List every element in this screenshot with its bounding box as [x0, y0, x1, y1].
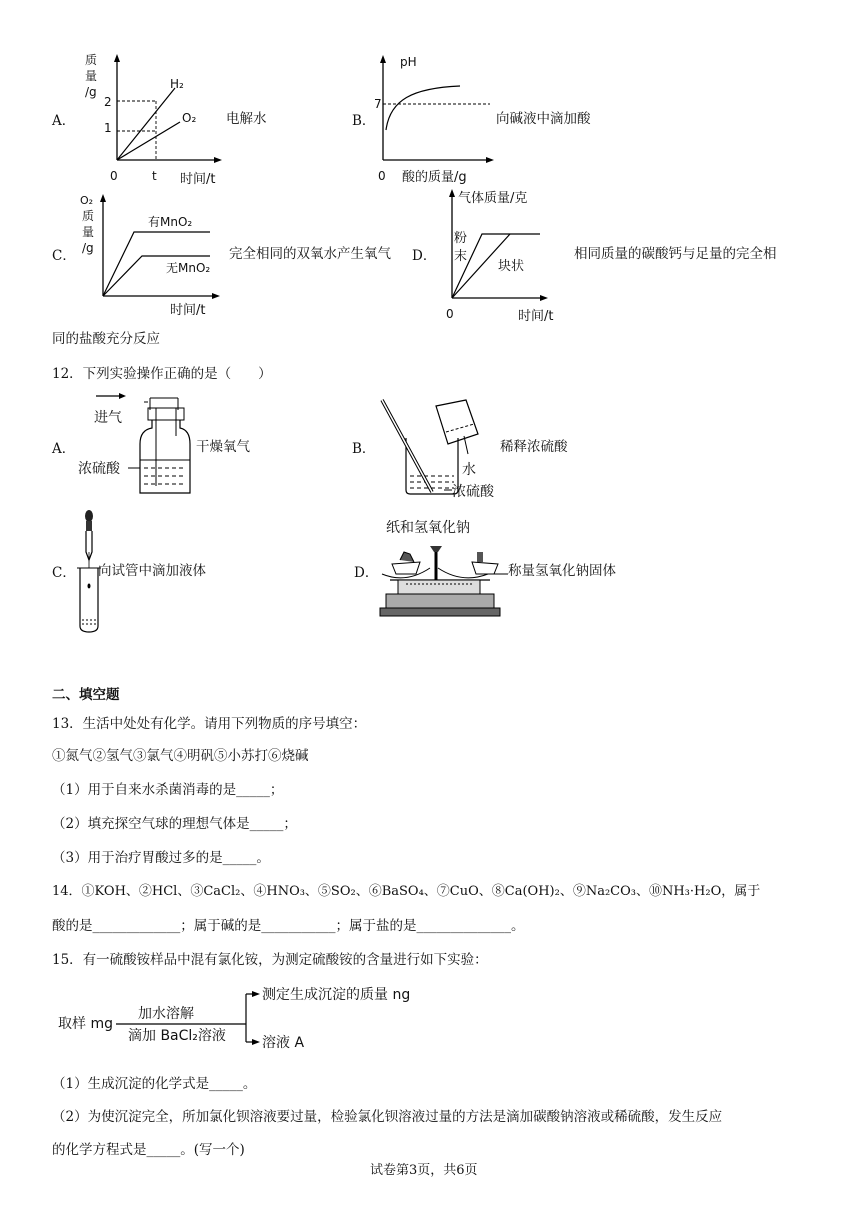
- q12-option-c-label: C．: [52, 565, 76, 581]
- graph-a-series-o2: O₂: [182, 111, 197, 125]
- flow-step-bottom: 滴加 BaCl₂溶液: [128, 1028, 226, 1044]
- graph-c-ylabel-2: 质: [82, 209, 95, 223]
- graph-a-ytick-1: 1: [104, 121, 112, 135]
- graph-b-origin: 0: [378, 169, 386, 183]
- q12-option-c-desc: 向试管中滴加液体: [98, 563, 206, 579]
- q12-d-top-label: 纸和氢氧化钠: [386, 520, 470, 536]
- q13-sub1: （1）用于自来水杀菌消毒的是_____；: [52, 782, 284, 798]
- graph-b-curve: [386, 86, 460, 130]
- q11-graph-a: [80, 50, 216, 187]
- graph-b-xlabel: 酸的质量/g: [402, 170, 467, 185]
- flow-out-bottom: 溶液 A: [262, 1035, 305, 1051]
- graph-d-origin: 0: [446, 307, 454, 321]
- q12-option-b-desc: 稀释浓硫酸: [500, 439, 568, 455]
- graph-a-xlabel: 时间/t: [180, 172, 216, 187]
- q12-a-acid-label: 浓硫酸: [78, 461, 120, 477]
- graph-a-line-o2: [117, 122, 180, 160]
- graph-a-xtick-t: t: [152, 169, 157, 183]
- graph-d-series-powder-2: 末: [454, 249, 468, 264]
- graph-a-series-h2: H₂: [170, 77, 184, 91]
- q12-option-b-label: B．: [352, 441, 376, 457]
- graph-a-ylabel-2: 量: [85, 69, 98, 83]
- q11-option-c-label: C．: [52, 248, 76, 264]
- q11-option-d-desc-cont: 同的盐酸充分反应: [52, 331, 160, 347]
- q11-graph-b: [372, 50, 502, 185]
- graph-d-series-block: 块状: [498, 259, 525, 274]
- flow-sample: 取样 mg: [58, 1016, 113, 1032]
- q11-option-b-label: B．: [352, 113, 376, 129]
- q12-stem: 12．下列实验操作正确的是（ ）: [52, 366, 272, 382]
- q13-sub3: （3）用于治疗胃酸过多的是_____。: [52, 850, 270, 866]
- graph-d-xlabel: 时间/t: [518, 309, 554, 324]
- q14-line2: 酸的是_____________；属于碱的是___________；属于盐的是______________。: [52, 918, 525, 934]
- q12-option-a-desc: 干燥氧气: [196, 439, 250, 455]
- q15-flow-diagram: [58, 980, 438, 1050]
- q15-sub2-line2: 的化学方程式是_____。(写一个): [52, 1142, 245, 1158]
- graph-b-ylabel: pH: [400, 55, 417, 69]
- flow-step-top: 加水溶解: [138, 1006, 194, 1022]
- q11-option-c-desc: 完全相同的双氧水产生氧气: [229, 246, 391, 262]
- graph-a-ylabel-3: /g: [85, 85, 97, 99]
- q12-balance: [376, 518, 516, 623]
- q12-option-d-desc: 称量氢氧化钠固体: [508, 563, 616, 579]
- graph-c-series-without: 无MnO₂: [166, 261, 211, 275]
- flow-out-top: 测定生成沉淀的质量 ng: [262, 987, 411, 1003]
- graph-d-ylabel: 气体质量/克: [458, 191, 528, 206]
- page-footer: 试卷第3页，共6页: [370, 1163, 478, 1178]
- q12-a-in-label: 进气: [94, 410, 122, 426]
- q13-options: ①氮气②氢气③氯气④明矾⑤小苏打⑥烧碱: [52, 748, 309, 764]
- q12-option-a-label: A．: [52, 441, 76, 457]
- q15-sub1: （1）生成沉淀的化学式是_____。: [52, 1076, 257, 1092]
- q11-option-a-desc: 电解水: [226, 111, 267, 127]
- q11-option-b-desc: 向碱液中滴加酸: [496, 111, 591, 127]
- graph-a-line-h2: [117, 88, 175, 160]
- section-title: 二、填空题: [52, 687, 120, 703]
- graph-b-ytick-7: 7: [374, 97, 382, 111]
- q12-dilution-beaker: [376, 392, 506, 502]
- q15-stem: 15．有一硫酸铵样品中混有氯化铵，为测定硫酸铵的含量进行如下实验：: [52, 952, 488, 968]
- graph-a-ylabel-1: 质: [85, 53, 98, 67]
- q12-option-d-label: D．: [354, 565, 379, 581]
- q12-b-acid-label: 浓硫酸: [452, 484, 494, 500]
- q13-sub2: （2）填充探空气球的理想气体是_____；: [52, 816, 297, 832]
- graph-c-ylabel-3: 量: [82, 225, 95, 239]
- graph-d-series-powder-1: 粉: [454, 231, 468, 246]
- graph-c-ylabel-4: /g: [82, 241, 94, 255]
- graph-a-ytick-2: 2: [104, 95, 112, 109]
- q11-option-a-label: A．: [52, 113, 76, 129]
- q11-graph-c: [78, 190, 223, 320]
- q12-b-water-label: 水: [462, 462, 476, 478]
- q15-sub2-line1: （2）为使沉淀完全，所加氯化钡溶液要过量，检验氯化钡溶液过量的方法是滴加碳酸钠溶液或稀硫酸，发生反应: [52, 1109, 723, 1125]
- q13-stem: 13．生活中处处有化学。请用下列物质的序号填空：: [52, 716, 367, 732]
- graph-c-series-with: 有MnO₂: [148, 215, 193, 229]
- graph-c-xlabel: 时间/t: [170, 303, 206, 318]
- q11-option-d-label: D．: [412, 248, 437, 264]
- q14-line1: 14．①KOH、②HCl、③CaCl₂、④HNO₃、⑤SO₂、⑥BaSO₄、⑦CuO、⑧Ca(OH)₂、⑨Na₂CO₃、⑩NH₃·H₂O，属于: [52, 884, 761, 899]
- q12-gas-wash-bottle: [78, 388, 208, 498]
- q11-graph-d: [440, 182, 570, 322]
- graph-a-origin: 0: [110, 169, 118, 183]
- q11-option-d-desc: 相同质量的碳酸钙与足量的完全相: [574, 246, 777, 262]
- graph-c-ylabel-1: O₂: [80, 194, 94, 207]
